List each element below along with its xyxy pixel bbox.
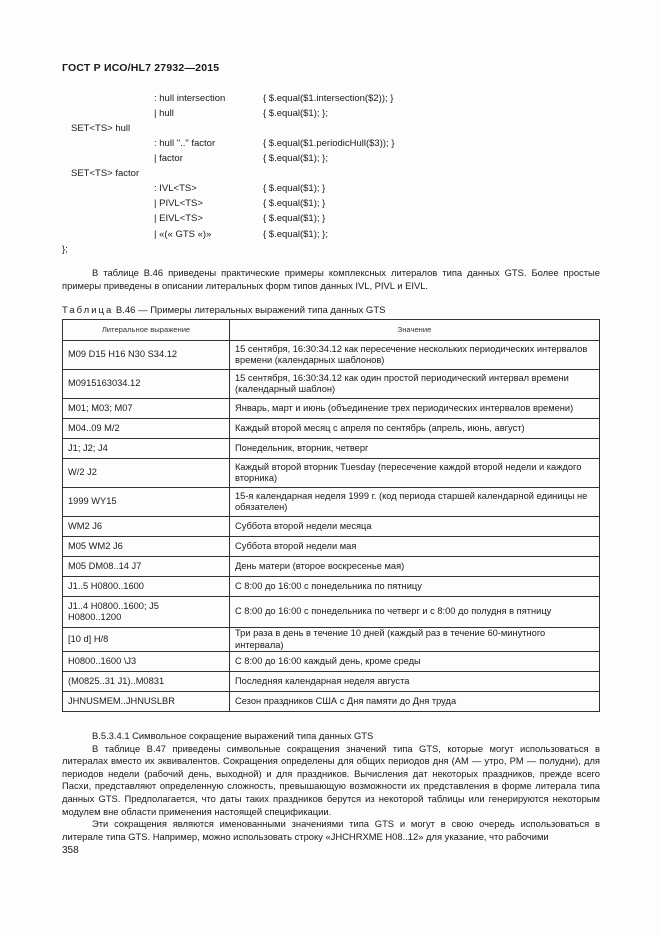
section-title: В.5.3.4.1 Символьное сокращение выражений типа данных GTS [92,730,374,741]
table-caption [62,305,385,316]
literal-expression: M01; M03; M07 [63,399,230,419]
paragraph-abbreviations: В таблице В.47 приведены символьные сокращения значений типа GTS, которые могут использоваться в литералах вместо их эквивалентов. Сокращения определены для общих периодов дня (AM — утро, PM — полудни), для периодов недели (рабочий день, выходной) и для праздников. Вычисления дат некоторых праздников, прежде всего Пасхи, представляют определенную сложность, превышающую возможности их представления в форме литерала типа данных GTS. Предполагается, что даты таких праздников берутся из некоторой таблицы или генерируются некоторым модулем вне области применения настоящей спецификации. [62,742,600,817]
literal-value: 15 сентября, 16:30:34.12 как один простой периодический интервал времени (календарный шаблон) [230,370,600,399]
literal-value: Последняя календарная неделя августа [230,672,600,692]
literal-expression: H0800..1600 \J3 [63,652,230,672]
literal-expression: JHNUSMEM..JHNUSLBR [63,692,230,712]
literal-value: 15 сентября, 16:30:34.12 как пересечение нескольких периодических интервалов времени (календарных шаблонов) [230,341,600,370]
code-grammar: | PIVL<TS> [154,198,203,209]
literal-expression: M05 WM2 J6 [63,537,230,557]
code-grammar: : hull ".." factor [154,138,216,149]
document-header: ГОСТ Р ИСО/HL7 27932—2015 [62,62,220,74]
code-action: { $.equal($1); } [263,183,326,194]
table-row [63,692,600,712]
table-row [63,419,600,439]
literal-value: Три раза в день в течение 10 дней (каждый раз в течение 60-минутного интервала) [230,628,600,652]
intro-paragraph [62,267,600,292]
column-header-expression: Литеральное выражение [63,320,230,341]
code-grammar: | factor [154,153,183,164]
table-row [63,537,600,557]
table-row [63,370,600,399]
code-action: { $.equal($1); }; [263,153,328,164]
intro-paragraph-text: В таблице В.46 приведены практические примеры комплексных литералов типа данных GTS. Более простые примеры приведены в описании литеральных форм типов данных IVL, PIVL и EIVL. [62,267,600,291]
code-end: }; [62,244,68,255]
paragraph-named-values: Эти сокращения являются именованными значениями типа GTS и могут в свою очередь использоваться в литерале типа GTS. Например, можно использовать строку «JHCHRXME H08..12» для указание, что рабочими [62,818,600,842]
code-action: { $.equal($1); } [263,213,326,224]
code-action: { $.equal($1.intersection($2)); } [263,93,394,104]
literal-expression: M0915163034.12 [63,370,230,399]
literal-expression: J1..4 H0800..1600; J5 H0800..1200 [63,597,230,628]
literal-expression: J1..5 H0800..1600 [63,577,230,597]
literal-value: Каждый второй вторник Tuesday (пересечение каждой второй недели и каждого вторника) [230,459,600,488]
literal-expression: M05 DM08..14 J7 [63,557,230,577]
table-row [63,597,600,628]
literal-expression: M04..09 M/2 [63,419,230,439]
table-row [63,628,600,652]
literal-value: Сезон праздников США с Дня памяти до Дня труда [230,692,600,712]
table-caption-prefix: Таблица [62,305,114,316]
literal-value: Суббота второй недели месяца [230,517,600,537]
table-row [63,488,600,517]
literal-value: Суббота второй недели мая [230,537,600,557]
table-row [63,459,600,488]
literal-expression: WM2 J6 [63,517,230,537]
literal-value: 15-я календарная неделя 1999 г. (код периода старшей календарной единицы не обязателен) [230,488,600,517]
code-nonterminal: SET<TS> factor [71,168,140,179]
literal-expression: (M0825..31 J1)..M0831 [63,672,230,692]
code-action: { $.equal($1); }; [263,108,328,119]
literal-value: Понедельник, вторник, четверг [230,439,600,459]
table-header-row [63,320,600,341]
literal-value: Январь, март и июнь (объединение трех периодических интервалов времени) [230,399,600,419]
literal-value: С 8:00 до 16:00 с понедельника по пятницу [230,577,600,597]
literal-value: День матери (второе воскресенье мая) [230,557,600,577]
code-grammar: | «(« GTS «)» [154,229,212,240]
code-action: { $.equal($1); } [263,198,326,209]
table-row [63,399,600,419]
table-row [63,439,600,459]
code-grammar: : IVL<TS> [154,183,197,194]
code-action: { $.equal($1); }; [263,229,328,240]
literal-value: С 8:00 до 16:00 каждый день, кроме среды [230,652,600,672]
table-row [63,652,600,672]
code-grammar: : hull intersection [154,93,226,104]
literal-value: Каждый второй месяц с апреля по сентябрь (апрель, июнь, август) [230,419,600,439]
code-grammar: | hull [154,108,174,119]
code-nonterminal: SET<TS> hull [71,123,131,134]
literal-value: С 8:00 до 16:00 с понедельника по четверг и с 8:00 до полудня в пятницу [230,597,600,628]
literal-expression: [10 d] H/8 [63,628,230,652]
column-header-value: Значение [230,320,600,341]
body-text [62,730,600,843]
code-action: { $.equal($1.periodicHull($3)); } [263,138,395,149]
literal-expression: W/2 J2 [63,459,230,488]
table-row [63,517,600,537]
table-row [63,557,600,577]
table-row [63,341,600,370]
literal-expression: M09 D15 H16 N30 S34.12 [63,341,230,370]
table-caption-text: В.46 — Примеры литеральных выражений типа данных GTS [113,305,386,316]
literal-expression: J1; J2; J4 [63,439,230,459]
literal-expression: 1999 WY15 [63,488,230,517]
code-grammar: | EIVL<TS> [154,213,203,224]
gts-literals-table [62,319,600,712]
page-number: 358 [62,845,79,856]
table-row [63,672,600,692]
table-row [63,577,600,597]
